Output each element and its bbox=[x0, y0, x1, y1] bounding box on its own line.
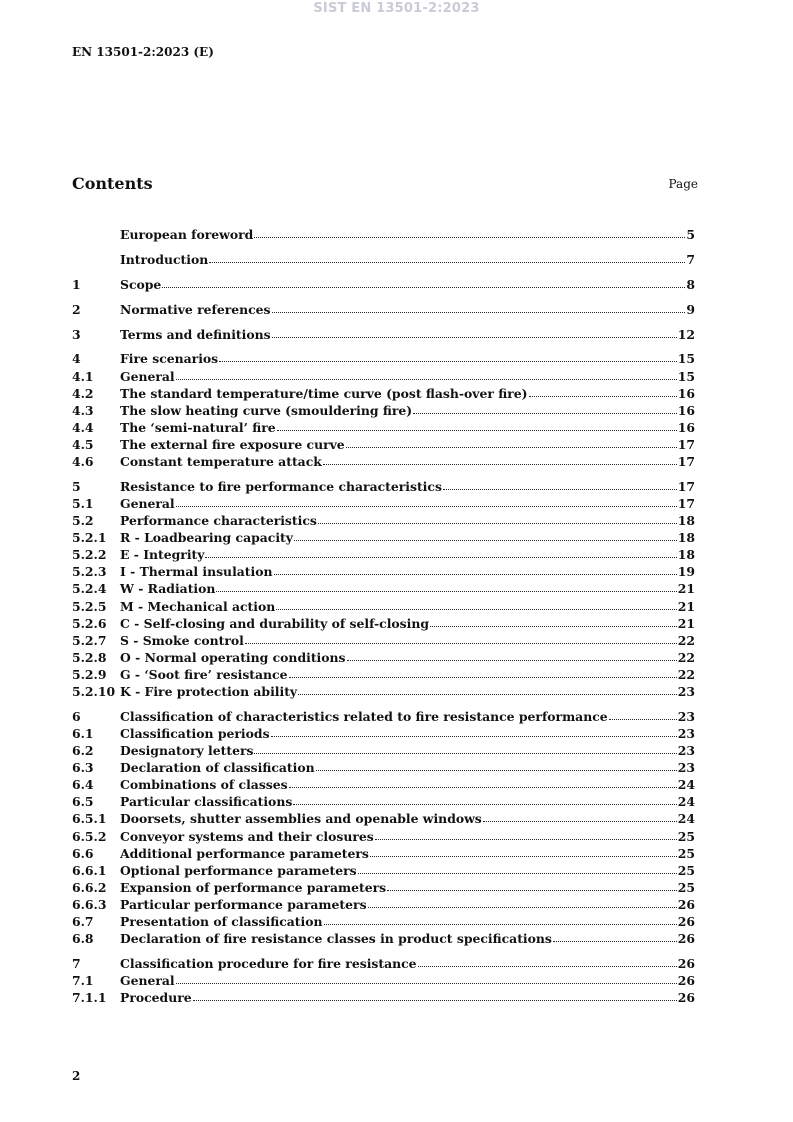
toc-entry-page: 22 bbox=[677, 632, 695, 648]
document-id: EN 13501-2:2023 (E) bbox=[72, 45, 214, 59]
toc-entry-number: 4 bbox=[72, 351, 81, 367]
toc-dot-leader bbox=[216, 581, 676, 592]
toc-dot-leader bbox=[298, 684, 677, 695]
toc-dot-leader bbox=[316, 760, 677, 771]
toc-dot-leader bbox=[443, 479, 677, 490]
toc-entry-title: Terms and definitions bbox=[120, 326, 271, 342]
toc-entry[interactable] bbox=[72, 276, 695, 293]
toc-entry-number: 4.5 bbox=[72, 436, 94, 452]
toc-entry-number: 6.1 bbox=[72, 726, 94, 742]
toc-entry-number: 4.3 bbox=[72, 402, 94, 418]
toc-entry-number: 4.2 bbox=[72, 385, 94, 401]
toc-entry-page: 17 bbox=[677, 454, 695, 470]
toc-entry-page: 16 bbox=[677, 385, 695, 401]
toc-entry[interactable] bbox=[72, 930, 695, 947]
toc-dot-leader bbox=[529, 386, 677, 397]
page-column-label: Page bbox=[668, 177, 698, 191]
toc-entry-number: 5.1 bbox=[72, 496, 94, 511]
toc-entry[interactable] bbox=[72, 350, 695, 367]
toc-entry-page: 18 bbox=[677, 547, 695, 563]
toc-entry-title: Classification periods bbox=[120, 726, 270, 742]
toc-entry-number: 6.5.1 bbox=[72, 811, 107, 827]
toc-entry[interactable] bbox=[72, 402, 695, 419]
toc-entry-number: 4.1 bbox=[72, 368, 94, 384]
toc-entry-number: 7.1.1 bbox=[72, 990, 107, 1006]
toc-entry-title: M - Mechanical action bbox=[120, 598, 276, 614]
toc-entry[interactable] bbox=[72, 326, 695, 343]
toc-entry-page: 26 bbox=[677, 896, 695, 912]
toc-entry-page: 26 bbox=[677, 914, 695, 930]
toc-entry-page: 25 bbox=[677, 828, 695, 844]
toc-dot-leader bbox=[272, 302, 686, 313]
toc-entry[interactable] bbox=[72, 683, 695, 700]
toc-entry[interactable] bbox=[72, 776, 695, 793]
toc-entry[interactable] bbox=[72, 879, 695, 896]
toc-entry[interactable] bbox=[72, 563, 695, 580]
toc-entry[interactable] bbox=[72, 385, 695, 402]
toc-entry-page: 5 bbox=[686, 227, 695, 242]
toc-dot-leader bbox=[370, 846, 677, 857]
toc-entry-title: Procedure bbox=[120, 990, 192, 1006]
toc-dot-leader bbox=[289, 667, 677, 678]
toc-dot-leader bbox=[254, 743, 676, 754]
toc-dot-leader bbox=[289, 777, 677, 788]
toc-entry[interactable] bbox=[72, 251, 695, 268]
toc-dot-leader bbox=[176, 496, 677, 507]
toc-entry-page: 24 bbox=[677, 777, 695, 793]
toc-entry-title: Fire scenarios bbox=[120, 351, 219, 367]
toc-dot-leader bbox=[193, 990, 677, 1001]
toc-entry[interactable] bbox=[72, 226, 695, 243]
toc-entry[interactable] bbox=[72, 580, 695, 597]
toc-entry-page: 25 bbox=[677, 879, 695, 895]
toc-entry-title: Classification of characteristics related to fire resistance performance bbox=[120, 708, 608, 724]
toc-entry-page: 26 bbox=[677, 973, 695, 989]
toc-entry[interactable] bbox=[72, 828, 695, 845]
toc-dot-leader bbox=[176, 369, 677, 380]
toc-entry-title: Declaration of fire resistance classes in product specifications bbox=[120, 931, 552, 947]
toc-entry-page: 23 bbox=[677, 708, 695, 724]
toc-entry-title: W - Radiation bbox=[120, 581, 216, 597]
toc-entry-number: 6.2 bbox=[72, 743, 94, 759]
toc-entry-number: 5.2.6 bbox=[72, 615, 107, 631]
toc-entry[interactable] bbox=[72, 793, 695, 810]
toc-entry-page: 22 bbox=[677, 666, 695, 682]
toc-entry-number: 6.6.3 bbox=[72, 896, 107, 912]
toc-dot-leader bbox=[368, 897, 677, 908]
toc-entry-page: 26 bbox=[677, 931, 695, 947]
toc-entry-page: 15 bbox=[677, 351, 695, 367]
toc-entry[interactable] bbox=[72, 368, 695, 385]
toc-dot-leader bbox=[553, 931, 677, 942]
toc-entry[interactable] bbox=[72, 495, 695, 512]
toc-entry-title: General bbox=[120, 496, 175, 511]
toc-entry-number: 6.5.2 bbox=[72, 828, 107, 844]
toc-entry[interactable] bbox=[72, 913, 695, 930]
toc-entry[interactable] bbox=[72, 453, 695, 470]
toc-entry-page: 21 bbox=[677, 581, 695, 597]
watermark: SIST EN 13501-2:2023 bbox=[313, 1, 480, 16]
toc-entry[interactable] bbox=[72, 478, 695, 495]
toc-entry-page: 24 bbox=[677, 811, 695, 827]
toc-entry-page: 23 bbox=[677, 684, 695, 700]
toc-entry-number: 4.4 bbox=[72, 419, 94, 435]
toc-dot-leader bbox=[272, 327, 677, 338]
toc-entry-number: 5.2.8 bbox=[72, 649, 107, 665]
toc-entry-title: Declaration of classification bbox=[120, 760, 315, 776]
toc-entry-page: 18 bbox=[677, 513, 695, 529]
toc-dot-leader bbox=[609, 709, 677, 720]
toc-dot-leader bbox=[162, 277, 685, 288]
toc-entry[interactable] bbox=[72, 512, 695, 529]
toc-dot-leader bbox=[294, 530, 677, 541]
toc-dot-leader bbox=[324, 914, 677, 925]
toc-entry-number: 6.4 bbox=[72, 777, 94, 793]
toc-entry[interactable] bbox=[72, 632, 695, 649]
toc-entry-title: I - Thermal insulation bbox=[120, 564, 273, 580]
toc-entry-page: 8 bbox=[686, 276, 695, 292]
toc-entry-page: 17 bbox=[677, 478, 695, 494]
toc-entry-page: 7 bbox=[686, 251, 695, 267]
toc-entry-title: Performance characteristics bbox=[120, 513, 317, 529]
toc-entry-title: Combinations of classes bbox=[120, 777, 288, 793]
toc-entry-page: 26 bbox=[677, 990, 695, 1006]
toc-dot-leader bbox=[176, 973, 677, 984]
toc-entry-page: 12 bbox=[677, 326, 695, 342]
toc-entry[interactable] bbox=[72, 845, 695, 862]
toc-entry[interactable] bbox=[72, 955, 695, 972]
toc-entry-title: Expansion of performance parameters bbox=[120, 879, 387, 895]
toc-entry-title: G - ‘Soot fire’ resistance bbox=[120, 666, 288, 682]
toc-entry[interactable] bbox=[72, 649, 695, 666]
toc-entry-title: Additional performance parameters bbox=[120, 845, 369, 861]
toc-entry-page: 25 bbox=[677, 862, 695, 878]
toc-dot-leader bbox=[483, 811, 677, 822]
toc-entry[interactable] bbox=[72, 810, 695, 827]
toc-dot-leader bbox=[418, 956, 677, 967]
toc-entry-number: 5.2.3 bbox=[72, 564, 107, 580]
toc-dot-leader bbox=[346, 437, 677, 448]
toc-dot-leader bbox=[277, 420, 677, 431]
toc-dot-leader bbox=[245, 633, 677, 644]
toc-entry-title: R - Loadbearing capacity bbox=[120, 530, 293, 546]
toc-entry[interactable] bbox=[72, 972, 695, 989]
toc-entry[interactable] bbox=[72, 862, 695, 879]
toc-dot-leader bbox=[271, 726, 677, 737]
toc-entry[interactable] bbox=[72, 546, 695, 563]
toc-entry-number: 7.1 bbox=[72, 973, 94, 989]
toc-entry-number: 6.6 bbox=[72, 845, 94, 861]
table-of-contents bbox=[72, 226, 695, 1006]
toc-entry[interactable] bbox=[72, 896, 695, 913]
toc-entry-title: Conveyor systems and their closures bbox=[120, 828, 374, 844]
toc-dot-leader bbox=[293, 794, 676, 805]
toc-entry-title: Resistance to fire performance characteristics bbox=[120, 478, 442, 494]
toc-entry-number: 1 bbox=[72, 276, 81, 292]
toc-entry-title: Presentation of classification bbox=[120, 914, 323, 930]
toc-entry[interactable] bbox=[72, 989, 695, 1006]
toc-entry[interactable] bbox=[72, 529, 695, 546]
toc-entry-title: Classification procedure for fire resistance bbox=[120, 956, 417, 972]
toc-entry-title: S - Smoke control bbox=[120, 632, 244, 648]
toc-entry-page: 23 bbox=[677, 726, 695, 742]
contents-heading: Contents bbox=[72, 174, 153, 193]
toc-entry[interactable] bbox=[72, 759, 695, 776]
toc-entry-number: 5.2.4 bbox=[72, 581, 107, 597]
toc-entry[interactable] bbox=[72, 598, 695, 615]
toc-entry-title: The standard temperature/time curve (post flash-over fire) bbox=[120, 385, 528, 401]
toc-entry-title: O - Normal operating conditions bbox=[120, 649, 346, 665]
toc-entry-title: C - Self-closing and durability of self-closing bbox=[120, 615, 430, 631]
toc-entry-page: 19 bbox=[677, 564, 695, 580]
page-number: 2 bbox=[72, 1069, 81, 1083]
toc-dot-leader bbox=[387, 880, 677, 891]
toc-entry-title: Constant temperature attack bbox=[120, 454, 322, 470]
toc-entry[interactable] bbox=[72, 725, 695, 742]
toc-entry-page: 18 bbox=[677, 530, 695, 546]
toc-entry-number: 3 bbox=[72, 326, 81, 342]
toc-entry-number: 6.6.2 bbox=[72, 879, 107, 895]
toc-entry-number: 2 bbox=[72, 301, 81, 317]
toc-entry-title: E - Integrity bbox=[120, 547, 205, 563]
toc-entry-page: 21 bbox=[677, 598, 695, 614]
toc-entry-number: 7 bbox=[72, 956, 81, 972]
toc-entry-page: 15 bbox=[677, 368, 695, 384]
toc-entry-title: Particular classifications bbox=[120, 794, 293, 810]
toc-dot-leader bbox=[318, 513, 677, 524]
toc-entry-number: 5.2.7 bbox=[72, 632, 107, 648]
toc-entry-page: 23 bbox=[677, 743, 695, 759]
toc-dot-leader bbox=[430, 616, 677, 627]
toc-entry-number: 5.2.1 bbox=[72, 530, 107, 546]
toc-entry-title: The slow heating curve (smouldering fire) bbox=[120, 402, 413, 418]
toc-entry-page: 16 bbox=[677, 419, 695, 435]
toc-entry-title: Introduction bbox=[120, 251, 209, 267]
toc-entry[interactable] bbox=[72, 615, 695, 632]
toc-entry[interactable] bbox=[72, 301, 695, 318]
toc-entry-number: 5.2.2 bbox=[72, 547, 107, 563]
toc-entry-number: 6.3 bbox=[72, 760, 94, 776]
toc-entry-number: 4.6 bbox=[72, 454, 94, 470]
toc-entry-number: 6.5 bbox=[72, 794, 94, 810]
toc-entry-number: 5.2.10 bbox=[72, 684, 116, 700]
toc-entry-page: 23 bbox=[677, 760, 695, 776]
toc-entry-page: 22 bbox=[677, 649, 695, 665]
toc-entry-title: Doorsets, shutter assemblies and openable windows bbox=[120, 811, 482, 827]
toc-dot-leader bbox=[323, 454, 677, 465]
toc-entry-title: K - Fire protection ability bbox=[120, 684, 298, 700]
toc-entry-page: 21 bbox=[677, 615, 695, 631]
toc-entry-number: 6.7 bbox=[72, 914, 94, 930]
toc-entry-title: The external fire exposure curve bbox=[120, 436, 345, 452]
toc-entry-number: 5.2 bbox=[72, 513, 94, 529]
toc-entry-page: 25 bbox=[677, 845, 695, 861]
toc-dot-leader bbox=[205, 547, 676, 558]
toc-dot-leader bbox=[413, 403, 677, 414]
toc-entry-page: 9 bbox=[686, 301, 695, 317]
toc-entry-page: 16 bbox=[677, 402, 695, 418]
toc-entry-title: The ‘semi-natural’ fire bbox=[120, 419, 276, 435]
toc-entry-number: 6 bbox=[72, 708, 81, 724]
toc-entry[interactable] bbox=[72, 708, 695, 725]
toc-entry[interactable] bbox=[72, 419, 695, 436]
toc-entry[interactable] bbox=[72, 436, 695, 453]
toc-entry-title: Optional performance parameters bbox=[120, 862, 357, 878]
toc-entry-title: Normative references bbox=[120, 301, 271, 317]
toc-entry-number: 5 bbox=[72, 478, 81, 494]
toc-entry-title: Scope bbox=[120, 276, 162, 292]
toc-entry-number: 6.6.1 bbox=[72, 862, 107, 878]
toc-entry[interactable] bbox=[72, 742, 695, 759]
toc-entry-page: 26 bbox=[677, 956, 695, 972]
toc-entry-page: 24 bbox=[677, 794, 695, 810]
toc-dot-leader bbox=[209, 252, 685, 263]
toc-entry-title: European foreword bbox=[120, 227, 254, 242]
toc-dot-leader bbox=[347, 650, 677, 661]
toc-dot-leader bbox=[254, 227, 685, 238]
toc-entry-page: 17 bbox=[677, 436, 695, 452]
toc-entry-number: 5.2.5 bbox=[72, 598, 107, 614]
toc-entry-page: 17 bbox=[677, 496, 695, 511]
toc-dot-leader bbox=[358, 863, 677, 874]
toc-entry-title: Particular performance parameters bbox=[120, 896, 367, 912]
toc-entry-number: 5.2.9 bbox=[72, 666, 107, 682]
toc-dot-leader bbox=[219, 351, 677, 362]
toc-entry[interactable] bbox=[72, 666, 695, 683]
toc-entry-number: 6.8 bbox=[72, 931, 94, 947]
toc-entry-title: General bbox=[120, 973, 175, 989]
toc-entry-title: Designatory letters bbox=[120, 743, 254, 759]
toc-dot-leader bbox=[276, 599, 676, 610]
toc-dot-leader bbox=[274, 564, 677, 575]
toc-dot-leader bbox=[375, 829, 677, 840]
toc-entry-title: General bbox=[120, 368, 175, 384]
